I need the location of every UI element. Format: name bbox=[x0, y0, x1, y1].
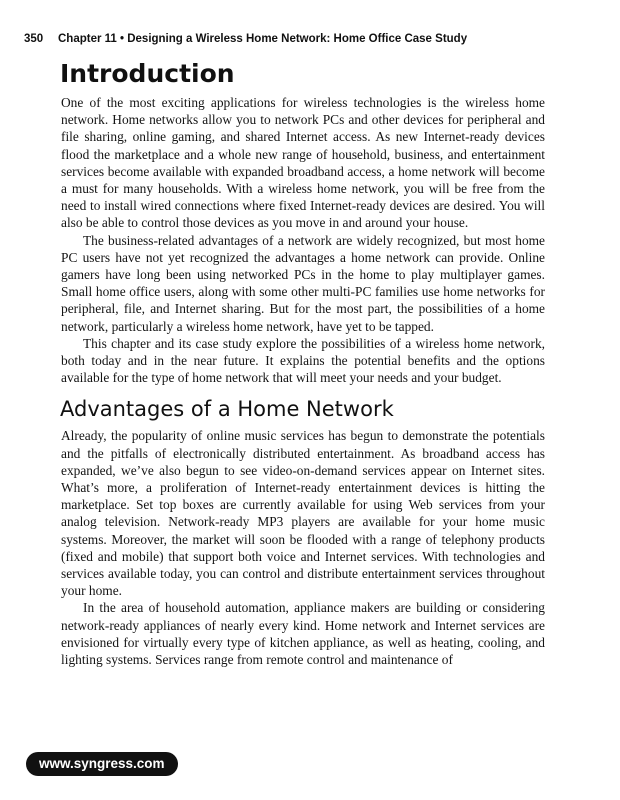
section-introduction bbox=[61, 58, 545, 386]
section-heading: Introduction bbox=[60, 59, 235, 88]
section-advantages bbox=[61, 395, 545, 668]
chapter-title: Chapter 11 • Designing a Wireless Home Network: Home Office Case Study bbox=[58, 33, 468, 45]
section-heading: Advantages of a Home Network bbox=[60, 397, 394, 422]
page-number: 350 bbox=[24, 33, 44, 45]
paragraph: Already, the popularity of online music services has begun to demonstrate the potentials and the pitfalls of electronically distributed entertainment. As broadband access has expanded, we’ve also begun to see video-on-demand services appear on Internet sites. What’s more, a proliferation of Internet-ready entertainment devices is hitting the marketplace. Set top boxes are currently available for using Web services from your analog television. Network-ready MP3 players are available for your home music systems. Moreover, the market will soon be flooded with a range of telephony products (fixed and mobile) that support both voice and Internet services. With technologies and services available today, you can control and distribute entertainment services throughout your home. bbox=[61, 428, 545, 599]
publisher-url-badge[interactable]: www.syngress.com bbox=[26, 752, 178, 776]
paragraph: This chapter and its case study explore the possibilities of a wireless home network, both today and in the near future. It explains the potential benefits and the options available for the type of home network that will meet your needs and your budget. bbox=[61, 335, 545, 386]
paragraph: The business-related advantages of a network are widely recognized, but most home PC users have not yet recognized the advantages a home network can provide. Online gamers have long been using networked PCs in the home to play multiplayer games. Small home office users, along with some other multi-PC families use home networks for peripheral, file, and Internet sharing. But for the most part, the possibilities of a home network, particularly a wireless home network, have yet to be tapped. bbox=[61, 232, 545, 334]
paragraph: In the area of household automation, appliance makers are building or considering network-ready appliances of nearly every kind. Home network and Internet services are envisioned for virtually every type of kitchen appliance, as well as heating, cooling, and lighting systems. Services range from remote control and maintenance of bbox=[61, 600, 545, 668]
running-head bbox=[24, 33, 467, 45]
paragraph: One of the most exciting applications for wireless technologies is the wireless home network. Home networks allow you to network PCs and other devices for peripheral and file sharing, online gaming, and shared Internet access. As new Internet-ready devices flood the marketplace and a whole new range of household, business, and entertainment services become available with expanded broadband access, a home network will become a must for many households. With a wireless home network, you will be free from the need to install wired connections where fixed Internet-ready devices are desired. You will also be able to control those devices as you move in and around your house. bbox=[61, 95, 545, 231]
page-body bbox=[61, 58, 545, 668]
